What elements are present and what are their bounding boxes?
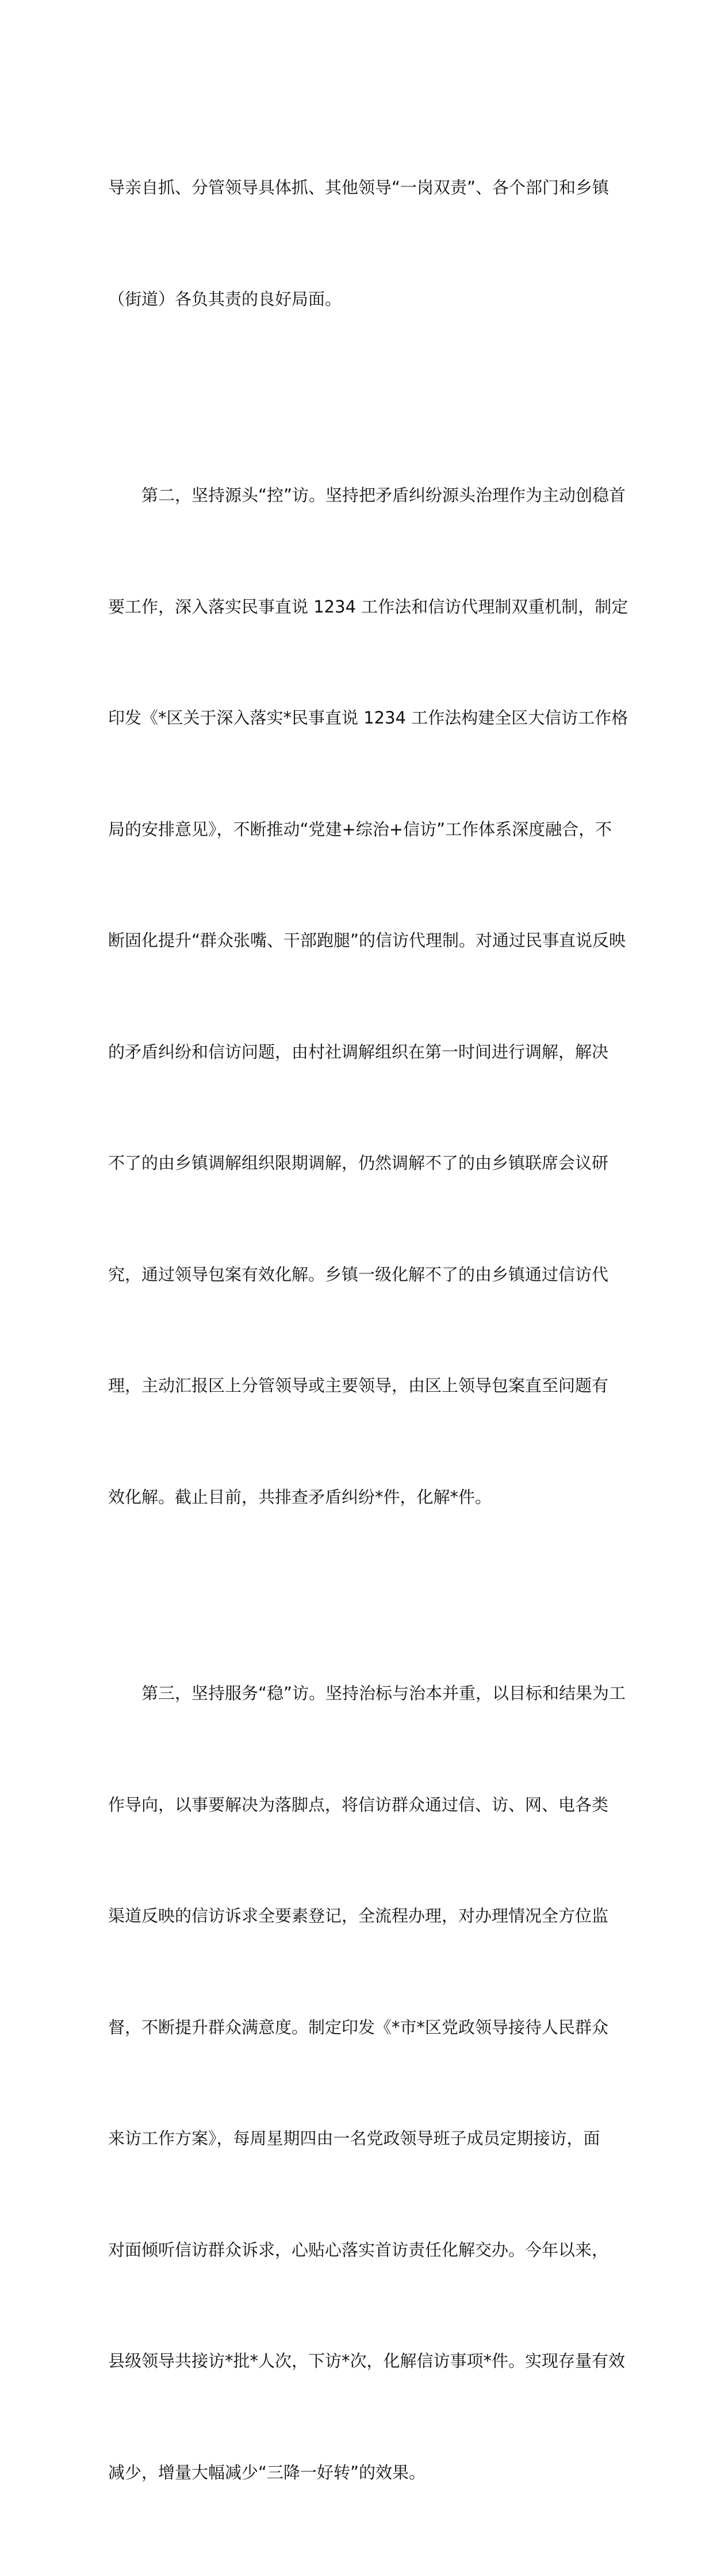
text-line: 效化解。截止目前，共排查矛盾纠纷*件，化解*件。 (108, 1487, 492, 1507)
text-line: 要工作，深入落实民事直说 1234 工作法和信访代理制双重机制，制定 (108, 596, 628, 617)
text-line: 作导向，以事要解决为落脚点，将信访群众通过信、访、网、电各类 (108, 1794, 609, 1815)
text-line: 县级领导共接访*批*人次，下访*次，化解信访事项*件。实现存量有效 (108, 2351, 626, 2371)
text-line: 局的安排意见》，不断推动“党建+综治+信访”工作体系深度融合，不 (108, 819, 612, 839)
text-line: （街道）各负其责的良好局面。 (108, 289, 342, 309)
text-line: 来访工作方案》，每周星期四由一名党政领导班子成员定期接访，面 (108, 2129, 600, 2148)
text-line: 对面倾听信访群众诉求，心贴心落实首访责任化解交办。今年以来， (108, 2240, 609, 2260)
text-line: 印发《*区关于深入落实*民事直说 1234 工作法构建全区大信访工作格 (108, 708, 628, 728)
text-line: 究，通过领导包案有效化解。乡镇一级化解不了的由乡镇通过信访代 (108, 1264, 609, 1284)
text-line: 导亲自抓、分管领导具体抓、其他领导“一岗双责”、各个部门和乡镇 (108, 178, 610, 197)
paragraph-1 (108, 95, 608, 392)
paragraph-3 (108, 1601, 626, 2565)
text-line: 第二，坚持源头“控”访。坚持把矛盾纠纷源头治理作为主动创稳首 (108, 485, 626, 505)
document-body (108, 95, 628, 2576)
text-line: 的矛盾纠纷和信访问题，由村社调解组织在第一时间进行调解，解决 (108, 1042, 609, 1062)
text-line: 断固化提升“群众张嘴、干部跑腿”的信访代理制。对通过民事直说反映 (108, 931, 626, 950)
text-line: 理，主动汇报区上分管领导或主要领导，由区上领导包案直至问题有 (108, 1376, 609, 1395)
text-line: 第三，坚持服务“稳”访。坚持治标与治本并重，以目标和结果为工 (108, 1683, 626, 1703)
text-line: 减少，增量大幅减少“三降一好转”的效果。 (108, 2462, 426, 2482)
text-line: 督，不断提升群众满意度。制定印发《*市*区党政领导接待人民群众 (108, 2017, 609, 2037)
text-line: 不了的由乡镇调解组织限期调解，仍然调解不了的由乡镇联席会议研 (108, 1153, 609, 1173)
paragraph-2 (108, 403, 628, 1590)
text-line: 渠道反映的信访诉求全要素登记，全流程办理，对办理情况全方位监 (108, 1906, 609, 1926)
